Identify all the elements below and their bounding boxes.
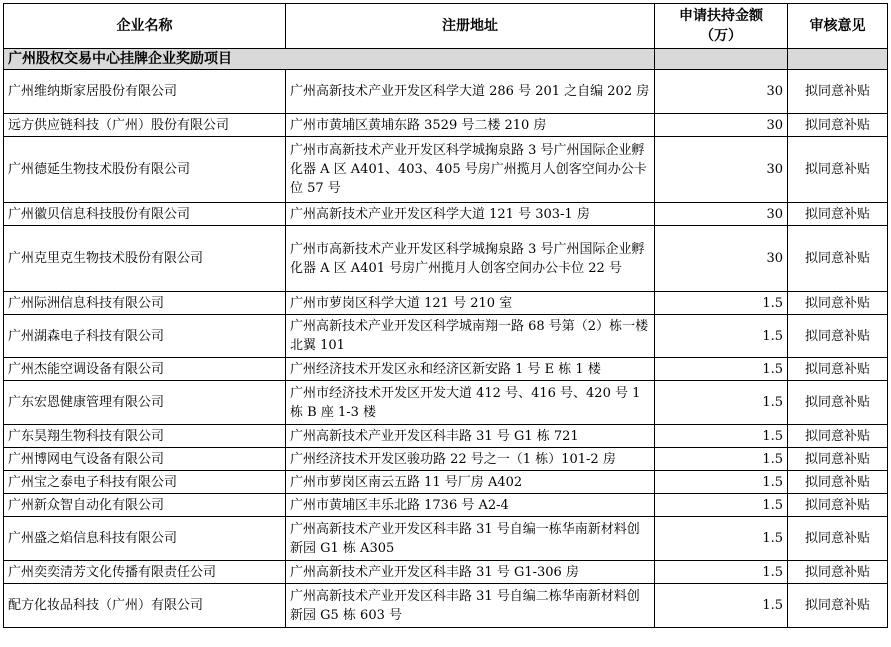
header-amount-line1: 申请扶持金额 bbox=[679, 8, 763, 24]
company-name-cell: 广州新众智自动化有限公司 bbox=[4, 494, 286, 517]
header-opinion: 审核意见 bbox=[788, 4, 888, 49]
table-row bbox=[4, 292, 888, 315]
opinion-cell: 拟同意补贴 bbox=[788, 203, 888, 226]
address-cell: 广州高新技术产业开发区科学大道 121 号 303-1 房 bbox=[286, 203, 655, 226]
amount-cell: 1.5 bbox=[655, 517, 788, 561]
opinion-cell: 拟同意补贴 bbox=[788, 561, 888, 584]
amount-cell: 1.5 bbox=[655, 315, 788, 358]
table-row bbox=[4, 448, 888, 471]
address-cell: 广州经济技术开发区永和经济区新安路 1 号 E 栋 1 楼 bbox=[286, 358, 655, 381]
section-blank bbox=[655, 49, 788, 70]
amount-cell: 30 bbox=[655, 226, 788, 292]
table-row bbox=[4, 315, 888, 358]
amount-cell: 1.5 bbox=[655, 561, 788, 584]
table-row bbox=[4, 137, 888, 203]
amount-cell: 30 bbox=[655, 137, 788, 203]
address-cell: 广州高新技术产业开发区科学大道 286 号 201 之自编 202 房 bbox=[286, 70, 655, 114]
table-row bbox=[4, 494, 888, 517]
table-row bbox=[4, 584, 888, 628]
opinion-cell: 拟同意补贴 bbox=[788, 517, 888, 561]
company-name-cell: 广州宝之泰电子科技有限公司 bbox=[4, 471, 286, 494]
amount-cell: 1.5 bbox=[655, 494, 788, 517]
opinion-cell: 拟同意补贴 bbox=[788, 70, 888, 114]
opinion-cell: 拟同意补贴 bbox=[788, 471, 888, 494]
amount-cell: 30 bbox=[655, 203, 788, 226]
address-cell: 广州市经济技术开发区开发大道 412 号、416 号、420 号 1 栋 B 座 1-3 楼 bbox=[286, 381, 655, 425]
table-row bbox=[4, 471, 888, 494]
table-row bbox=[4, 517, 888, 561]
company-name-cell: 广东宏恩健康管理有限公司 bbox=[4, 381, 286, 425]
opinion-cell: 拟同意补贴 bbox=[788, 315, 888, 358]
table-row bbox=[4, 226, 888, 292]
opinion-cell: 拟同意补贴 bbox=[788, 494, 888, 517]
company-name-cell: 广州奕奕清芳文化传播有限责任公司 bbox=[4, 561, 286, 584]
subsidy-table bbox=[3, 3, 888, 628]
table-row bbox=[4, 381, 888, 425]
opinion-cell: 拟同意补贴 bbox=[788, 584, 888, 628]
opinion-cell: 拟同意补贴 bbox=[788, 358, 888, 381]
opinion-cell: 拟同意补贴 bbox=[788, 114, 888, 137]
address-cell: 广州高新技术产业开发区科丰路 31 号自编二栋华南新材料创新园 G5 栋 603 号 bbox=[286, 584, 655, 628]
address-cell: 广州市黄埔区丰乐北路 1736 号 A2-4 bbox=[286, 494, 655, 517]
table-row bbox=[4, 425, 888, 448]
opinion-cell: 拟同意补贴 bbox=[788, 381, 888, 425]
section-title: 广州股权交易中心挂牌企业奖励项目 bbox=[4, 49, 655, 70]
address-cell: 广州市萝岗区科学大道 121 号 210 室 bbox=[286, 292, 655, 315]
amount-cell: 30 bbox=[655, 114, 788, 137]
header-amount bbox=[655, 4, 788, 49]
company-name-cell: 广州徽贝信息科技股份有限公司 bbox=[4, 203, 286, 226]
table-row bbox=[4, 114, 888, 137]
section-blank bbox=[788, 49, 888, 70]
company-name-cell: 广州杰能空调设备有限公司 bbox=[4, 358, 286, 381]
company-name-cell: 广州博网电气设备有限公司 bbox=[4, 448, 286, 471]
address-cell: 广州经济技术开发区骏功路 22 号之一（1 栋）101-2 房 bbox=[286, 448, 655, 471]
company-name-cell: 广州盛之焰信息科技有限公司 bbox=[4, 517, 286, 561]
company-name-cell: 广州克里克生物技术股份有限公司 bbox=[4, 226, 286, 292]
company-name-cell: 配方化妆品科技（广州）有限公司 bbox=[4, 584, 286, 628]
opinion-cell: 拟同意补贴 bbox=[788, 137, 888, 203]
address-cell: 广州市高新技术产业开发区科学城掬泉路 3 号广州国际企业孵化器 A 区 A401、403、405 号房广州揽月人创客空间办公卡位 57 号 bbox=[286, 137, 655, 203]
company-name-cell: 广州德延生物技术股份有限公司 bbox=[4, 137, 286, 203]
opinion-cell: 拟同意补贴 bbox=[788, 425, 888, 448]
company-name-cell: 广州维纳斯家居股份有限公司 bbox=[4, 70, 286, 114]
header-amount-line2: （万） bbox=[700, 28, 742, 44]
address-cell: 广州高新技术产业开发区科丰路 31 号自编一栋华南新材料创新园 G1 栋 A305 bbox=[286, 517, 655, 561]
amount-cell: 1.5 bbox=[655, 381, 788, 425]
address-cell: 广州高新技术产业开发区科学城南翔一路 68 号第（2）栋一楼北翼 101 bbox=[286, 315, 655, 358]
amount-cell: 1.5 bbox=[655, 448, 788, 471]
company-name-cell: 广州湖森电子科技有限公司 bbox=[4, 315, 286, 358]
header-row bbox=[4, 4, 888, 49]
address-cell: 广州高新技术产业开发区科丰路 31 号 G1-306 房 bbox=[286, 561, 655, 584]
address-cell: 广州市萝岗区南云五路 11 号厂房 A402 bbox=[286, 471, 655, 494]
header-name: 企业名称 bbox=[4, 4, 286, 49]
section-row bbox=[4, 49, 888, 70]
opinion-cell: 拟同意补贴 bbox=[788, 226, 888, 292]
address-cell: 广州市高新技术产业开发区科学城掬泉路 3 号广州国际企业孵化器 A 区 A401 号房广州揽月人创客空间办公卡位 22 号 bbox=[286, 226, 655, 292]
opinion-cell: 拟同意补贴 bbox=[788, 448, 888, 471]
table-row bbox=[4, 561, 888, 584]
amount-cell: 1.5 bbox=[655, 471, 788, 494]
amount-cell: 1.5 bbox=[655, 584, 788, 628]
table-row bbox=[4, 358, 888, 381]
address-cell: 广州市黄埔区黄埔东路 3529 号二楼 210 房 bbox=[286, 114, 655, 137]
company-name-cell: 广东昊翔生物科技有限公司 bbox=[4, 425, 286, 448]
amount-cell: 1.5 bbox=[655, 425, 788, 448]
opinion-cell: 拟同意补贴 bbox=[788, 292, 888, 315]
header-address: 注册地址 bbox=[286, 4, 655, 49]
amount-cell: 30 bbox=[655, 70, 788, 114]
company-name-cell: 远方供应链科技（广州）股份有限公司 bbox=[4, 114, 286, 137]
address-cell: 广州高新技术产业开发区科丰路 31 号 G1 栋 721 bbox=[286, 425, 655, 448]
amount-cell: 1.5 bbox=[655, 292, 788, 315]
amount-cell: 1.5 bbox=[655, 358, 788, 381]
company-name-cell: 广州际洲信息科技有限公司 bbox=[4, 292, 286, 315]
table-row bbox=[4, 70, 888, 114]
table-row bbox=[4, 203, 888, 226]
